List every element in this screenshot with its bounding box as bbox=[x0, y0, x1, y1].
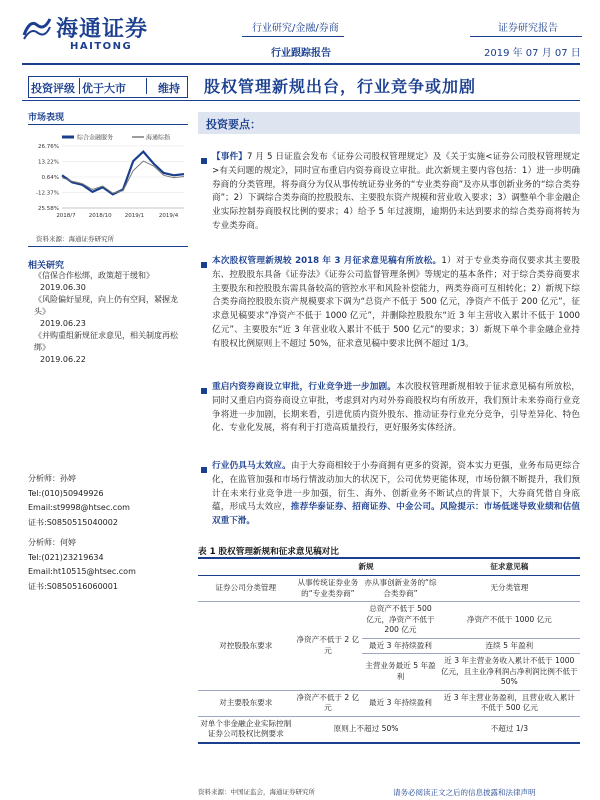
report-type: 行业跟踪报告 bbox=[271, 48, 331, 59]
table-cell: 不超过 1/3 bbox=[439, 716, 580, 743]
logo-chinese: 海通证券 bbox=[56, 16, 149, 42]
table-cell: 总资产不低于 500 亿元，净资产不低于 200 亿元 bbox=[362, 602, 438, 639]
analyst-cert: 证书:S0850516060001 bbox=[28, 581, 118, 591]
haitong-logo-icon bbox=[22, 15, 52, 41]
table-row bbox=[198, 602, 580, 639]
table-header-cell bbox=[198, 558, 294, 576]
table-row bbox=[198, 716, 580, 743]
comparison-table bbox=[198, 557, 580, 744]
rating-label: 投资评级 bbox=[31, 82, 75, 95]
related-section-title: 相关研究 bbox=[28, 261, 65, 271]
table-source: 资料来源：中国证监会，海通证券研究所 bbox=[198, 788, 315, 796]
analyst-tel: Tel:(021)23219634 bbox=[28, 552, 104, 562]
x-tick-label: 2018/7 bbox=[56, 213, 76, 219]
table-title: 表 1 股权管理新规和征求意见稿对比 bbox=[198, 547, 339, 557]
x-tick-label: 2019/4 bbox=[158, 213, 179, 219]
table-cell: 证券公司分类管理 bbox=[198, 576, 294, 602]
bullet-icon bbox=[201, 388, 207, 394]
rating-sep bbox=[79, 78, 80, 94]
related-item-date: 2019.06.30 bbox=[40, 283, 86, 292]
y-tick-label: 13.22% bbox=[38, 159, 59, 166]
market-source: 资料来源：海通证券研究所 bbox=[36, 235, 114, 243]
bullet-icon bbox=[201, 158, 207, 164]
header-divider bbox=[242, 36, 344, 37]
table-cell: 对单个非金融企业实际控制证券公司股权比例要求 bbox=[198, 716, 294, 743]
page-title: 股权管理新规出台，行业竞争或加剧 bbox=[204, 77, 477, 96]
analyst-name: 分析师：孙婷 bbox=[28, 474, 76, 483]
related-list bbox=[28, 270, 186, 366]
table-header-new: 新规 bbox=[294, 558, 439, 576]
table-cell: 亦从事创新业务的“综合类券商” bbox=[362, 576, 438, 602]
y-tick-label: 0.64% bbox=[41, 175, 59, 181]
header-rule bbox=[22, 63, 580, 65]
market-section-title: 市场表现 bbox=[28, 113, 65, 123]
table-cell: 从事传统证券业务的“专业类券商” bbox=[294, 576, 363, 602]
key-points-title: 投资要点： bbox=[206, 118, 261, 131]
analyst-tel: Tel:(010)50949926 bbox=[28, 488, 104, 498]
related-item-title[interactable]: 《风险偏好显现，向上仍有空间，紧握龙头》 bbox=[34, 295, 178, 316]
table-header-row bbox=[198, 558, 580, 576]
analyst-cert: 证书:S0850515040002 bbox=[28, 517, 118, 527]
table-cell: 对主要股东要求 bbox=[198, 690, 294, 716]
table-cell: 连续 5 年盈利 bbox=[439, 638, 580, 654]
key-point-matthew-effect: 行业仍具马太效应。由于大券商相较于小券商拥有更多的资源，资本实力更强，业务布局更综合化，在监管加强和市场行情波动加大的状况下，公司优势更能体现，市场份额不断提升，我们预计在未来行业竞争进一步加强，衍生、海外、创新业务不断试点的背景下，大券商凭借自身底蕴，形成马太效应，推荐华泰证券、招商证券、中金公司。风险提示：市场低迷导致业绩和估值双重下滑。 bbox=[212, 461, 580, 527]
legend-label-1: 综合金融服务 bbox=[77, 134, 114, 142]
related-item-title[interactable]: 《并购重组新规征求意见，相关制度再松绑》 bbox=[34, 331, 178, 352]
table-cell: 对控股股东要求 bbox=[198, 602, 294, 691]
bullet-icon bbox=[201, 467, 207, 473]
analyst-block bbox=[28, 472, 188, 594]
table-cell: 最近 3 年持续盈利 bbox=[362, 638, 438, 654]
table-row bbox=[198, 576, 580, 602]
market-performance-chart bbox=[28, 128, 188, 223]
report-category: 行业研究/金融/券商 bbox=[252, 23, 339, 34]
logo-english: HAITONG bbox=[70, 41, 133, 52]
key-point-event: 【事件】7 月 5 日证监会发布《证券公司股权管理规定》及《关于实施<证券公司股权管理规定>有关问题的规定》，同时宣布重启内资券商设立审批。此次新规主要内容包括：1）进一步明确券商的分类管理，将券商分为仅从事传统证券业务的“专业类券商”及亦从事创新业务的“综合类券商”；2）下调综合类券商的控股股东、主要股东资产规模和营业收入要求；3）调整单个非金融企业实际控制券商股权比例的要求；4）给予 5 年过渡期，逾期仍未达到要求的综合类券商将转为专业类券商。 bbox=[212, 152, 580, 231]
y-tick-label: -12.37% bbox=[36, 190, 59, 197]
table-cell: 近 3 年主营业务盈利，且营业收入累计不低于 500 亿元 bbox=[439, 690, 580, 716]
rating-sep-2 bbox=[146, 78, 147, 94]
rating-value: 优于大市 bbox=[82, 82, 126, 95]
key-point-competition: 重启内资券商设立审批，行业竞争进一步加剧。本次股权管理新规相较于征求意见稿有所放松，同时又重启内资券商设立审批，考虑到对内对外券商股权均有所放开，我们预计未来券商行业竞争将进一步加剧，长期来看，引进优质内资外股东、推动证券行业充分竞争，引导差异化、特色化、专业化发展，将有利于打造高质量投行，更好服务实体经济。 bbox=[212, 382, 580, 434]
rating-action: 维持 bbox=[158, 82, 180, 95]
header-divider-right bbox=[470, 36, 582, 37]
report-date: 2019 年 07 月 07 日 bbox=[484, 48, 581, 59]
table-header-draft: 征求意见稿 bbox=[439, 558, 580, 576]
related-item-date: 2019.06.23 bbox=[40, 319, 86, 328]
table-cell: 最近 3 年持续盈利 bbox=[362, 690, 438, 716]
bullet-icon bbox=[201, 262, 207, 268]
analyst-email[interactable]: Email:ht10515@htsec.com bbox=[28, 567, 136, 576]
related-item-date: 2019.06.22 bbox=[40, 355, 86, 364]
x-tick-label: 2019/1 bbox=[124, 213, 145, 219]
analyst-name: 分析师：何婷 bbox=[28, 538, 76, 547]
legend-label-2: 海通综指 bbox=[146, 134, 171, 142]
y-tick-label: 25.58% bbox=[38, 206, 59, 212]
table-cell: 净资产不低于 1000 亿元 bbox=[439, 602, 580, 639]
table-cell: 净资产不低于 2 亿元 bbox=[294, 602, 363, 691]
table-cell: 主营业务最近 5 年盈利 bbox=[362, 654, 438, 691]
x-tick-label: 2018/10 bbox=[88, 213, 112, 219]
table-row bbox=[198, 690, 580, 716]
market-source-rule bbox=[28, 246, 188, 247]
market-rule bbox=[28, 124, 188, 125]
y-tick-label: 26.76% bbox=[38, 144, 59, 150]
key-point-relaxation: 本次股权管理新规较 2018 年 3 月征求意见稿有所放松。1）对于专业类券商仅要求其主要股东、控股股东具备《证券法》《证券公司监督管理条例》等规定的基本条件；对于综合类券商要求主要股东和控股股东需具备较高的管控水平和风险补偿能力，两类券商可互相转化；2）新规下综合类券商控股股东资产规模要求下调为“总资产不低于 500 亿元，净资产不低于 200 亿元”，征求意见稿要求“净资产不低于 1000 亿元”，并删除控股股东“近 3 年主营收入累计不低于 1000 亿元”、主要股东“近 3 年营业收入累计不低于 500 亿元”的要求；3）新规下单个非金融企业持有股权比例原则上不超过 50%，征求意见稿中要求比例不超过 1/3。 bbox=[212, 256, 580, 349]
table-cell: 净资产不低于 2 亿元 bbox=[294, 690, 363, 716]
table-cell: 近 3 年主营业务收入累计不低于 1000 亿元，且主业净利润占净利润比例不低于 50% bbox=[439, 654, 580, 691]
title-rule bbox=[22, 100, 580, 101]
analyst-email[interactable]: Email:st9998@htsec.com bbox=[28, 503, 130, 512]
table-cell: 无分类管理 bbox=[439, 576, 580, 602]
table-cell: 原则上不超过 50% bbox=[294, 716, 439, 743]
legal-disclaimer-footer: 请务必阅读正文之后的信息披露和法律声明 bbox=[393, 788, 536, 797]
related-item-title[interactable]: 《信保合作松绑，政策超于缓和》 bbox=[34, 271, 154, 280]
report-kind: 证券研究报告 bbox=[498, 23, 558, 34]
